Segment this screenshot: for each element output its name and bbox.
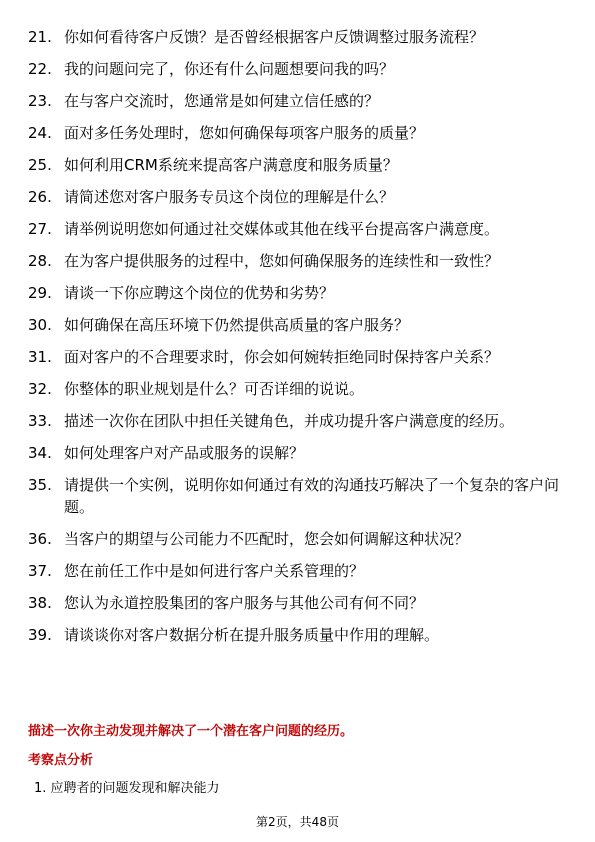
question-item	[28, 250, 568, 272]
question-list	[28, 26, 568, 656]
question-item	[28, 26, 568, 48]
question-item	[28, 442, 568, 464]
question-number: 37.	[28, 562, 52, 580]
question-number: 24.	[28, 124, 52, 142]
question-text: 如何利用CRM系统来提高客户满意度和服务质量？	[64, 156, 398, 174]
question-item	[28, 560, 568, 582]
question-item	[28, 474, 568, 518]
question-number: 38.	[28, 594, 52, 612]
question-text: 在为客户提供服务的过程中，您如何确保服务的连续性和一致性？	[64, 252, 500, 270]
question-text: 你如何看待客户反馈？是否曾经根据客户反馈调整过服务流程？	[64, 28, 485, 46]
question-item	[28, 58, 568, 80]
question-number: 22.	[28, 60, 52, 78]
question-item	[28, 186, 568, 208]
highlight-question: 描述一次你主动发现并解决了一个潜在客户问题的经历。	[28, 724, 354, 739]
question-number: 39.	[28, 626, 52, 644]
question-item	[28, 378, 568, 400]
question-number: 29.	[28, 284, 52, 302]
question-text: 请举例说明您如何通过社交媒体或其他在线平台提高客户满意度。	[64, 220, 500, 238]
question-number: 33.	[28, 412, 52, 430]
question-text: 如何处理客户对产品或服务的误解？	[64, 444, 305, 462]
question-item	[28, 624, 568, 646]
question-text: 如何确保在高压环境下仍然提供高质量的客户服务？	[64, 316, 410, 334]
question-number: 26.	[28, 188, 52, 206]
question-item	[28, 528, 568, 550]
question-text: 请简述您对客户服务专员这个岗位的理解是什么？	[64, 188, 395, 206]
question-item	[28, 346, 568, 368]
question-number: 28.	[28, 252, 52, 270]
question-item	[28, 282, 568, 304]
page-footer: 第2页，共48页	[256, 815, 339, 829]
question-item	[28, 314, 568, 336]
question-number: 30.	[28, 316, 52, 334]
question-text: 描述一次你在团队中担任关键角色，并成功提升客户满意度的经历。	[64, 412, 515, 430]
question-text: 请提供一个实例，说明你如何通过有效的沟通技巧解决了一个复杂的客户问题。	[64, 476, 560, 516]
question-number: 34.	[28, 444, 52, 462]
question-text: 您在前任工作中是如何进行客户关系管理的？	[64, 562, 365, 580]
question-number: 31.	[28, 348, 52, 366]
question-text: 我的问题问完了，你还有什么问题想要问我的吗？	[64, 60, 395, 78]
question-item	[28, 154, 568, 176]
question-item	[28, 592, 568, 614]
question-text: 你整体的职业规划是什么？可否详细的说说。	[64, 380, 365, 398]
section-title: 考察点分析	[28, 753, 94, 768]
question-item	[28, 90, 568, 112]
question-text: 请谈一下你应聘这个岗位的优势和劣势？	[64, 284, 335, 302]
question-number: 23.	[28, 92, 52, 110]
question-number: 36.	[28, 530, 52, 548]
question-text: 面对多任务处理时，您如何确保每项客户服务的质量？	[64, 124, 425, 142]
question-number: 25.	[28, 156, 52, 174]
question-text: 请谈谈你对客户数据分析在提升服务质量中作用的理解。	[64, 626, 440, 644]
question-text: 当客户的期望与公司能力不匹配时，您会如何调解这种状况？	[64, 530, 470, 548]
question-item	[28, 410, 568, 432]
question-text: 在与客户交流时，您通常是如何建立信任感的？	[64, 92, 380, 110]
question-text: 您认为永道控股集团的客户服务与其他公司有何不同？	[64, 594, 425, 612]
question-number: 27.	[28, 220, 52, 238]
question-number: 21.	[28, 28, 52, 46]
question-text: 面对客户的不合理要求时，你会如何婉转拒绝同时保持客户关系？	[64, 348, 500, 366]
question-item	[28, 122, 568, 144]
question-number: 32.	[28, 380, 52, 398]
question-number: 35.	[28, 476, 52, 494]
analysis-point: 1. 应聘者的问题发现和解决能力	[34, 781, 220, 796]
question-item	[28, 218, 568, 240]
